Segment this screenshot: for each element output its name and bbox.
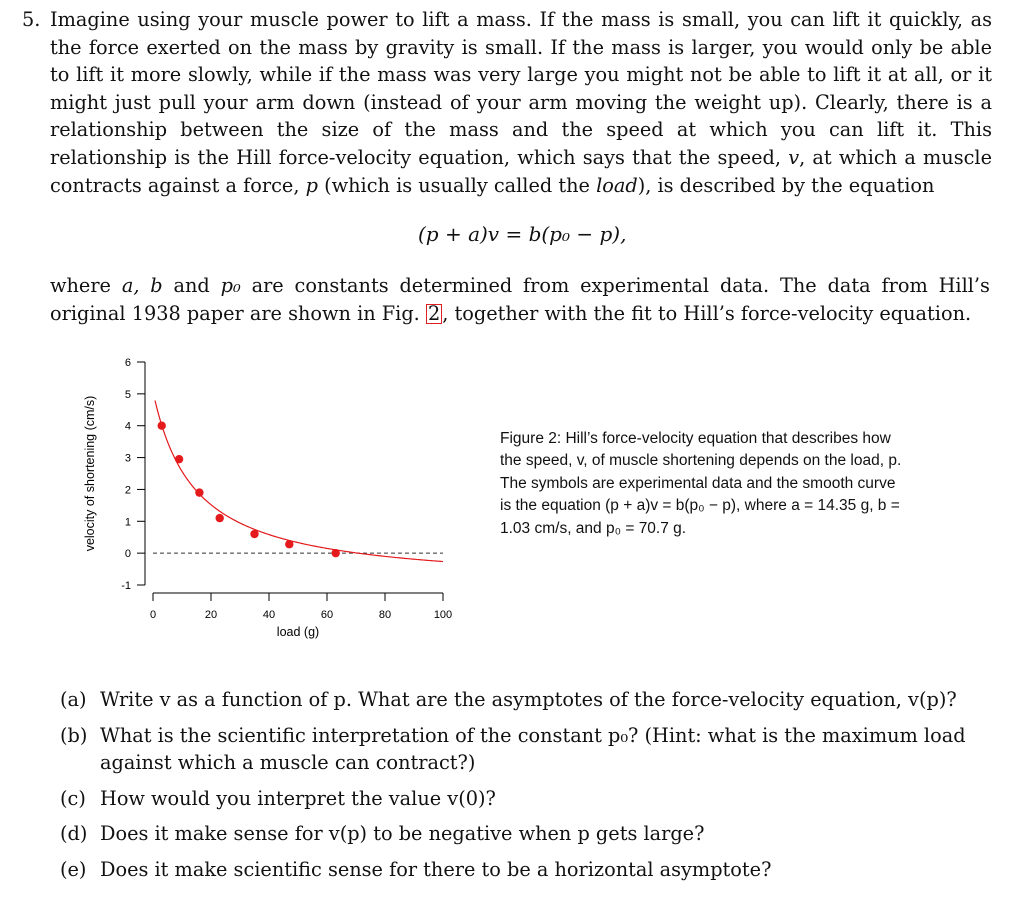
para2-vars: a, b: [121, 274, 163, 297]
data-point: [216, 514, 224, 522]
x-tick-label: 80: [378, 609, 392, 621]
chart-svg: [70, 345, 470, 655]
var-v: v: [788, 145, 800, 169]
para2-text-c: are constants determined from experimental data. The data from Hill’s original 1938 paper are shown in Fig.: [50, 274, 990, 325]
x-tick-label: 20: [204, 609, 218, 621]
question-label: (c): [60, 786, 86, 810]
data-point: [158, 422, 166, 430]
y-tick-label: 4: [124, 420, 131, 433]
question-text: Write v as a function of p. What are the asymptotes of the force-velocity equation, v(p)?: [100, 688, 957, 711]
para2-text-d: , together with the fit to Hill’s force-velocity equation.: [442, 301, 972, 325]
figure-ref-link[interactable]: 2: [427, 301, 441, 325]
y-axis-label: velocity of shortening (cm/s): [83, 395, 97, 552]
hill-equation: (p + a)v = b(p₀ − p),: [418, 222, 627, 246]
question-text: Does it make scientific sense for there to be a horizontal asymptote?: [100, 857, 772, 881]
question-d: [60, 820, 1000, 848]
data-point: [175, 455, 183, 463]
question-c: [60, 785, 1000, 813]
y-tick-label: 5: [124, 388, 131, 401]
y-tick-label: 2: [124, 484, 131, 497]
constants-paragraph: [50, 272, 990, 327]
question-label: (e): [60, 857, 87, 881]
question-a: [60, 686, 1000, 714]
question-text: What is the scientific interpretation of the constant p₀? (Hint: what is the maximum load against which a muscle can contract?): [100, 723, 966, 775]
data-point: [332, 549, 340, 557]
intro-text-3: (which is usually called the: [324, 173, 590, 197]
question-label: (d): [60, 822, 88, 846]
x-tick-label: 60: [320, 609, 334, 621]
intro-text-4: ), is described by the equation: [637, 173, 935, 197]
x-tick-label: 40: [262, 609, 276, 621]
y-tick-label: 6: [124, 357, 131, 369]
question-text: Does it make sense for v(p) to be negative when p gets large?: [100, 822, 705, 846]
var-p: p: [305, 173, 318, 197]
y-tick-label: 0: [124, 548, 131, 561]
para2-p0: p₀: [220, 274, 241, 297]
problem-5: [22, 6, 992, 199]
intro-text-2: , at which a muscle contracts against a force,: [50, 145, 992, 197]
data-point: [250, 530, 258, 538]
y-tick-label: -1: [121, 580, 131, 592]
load-word: load: [596, 173, 638, 197]
question-label: (b): [60, 723, 88, 747]
x-tick-label: 100: [433, 609, 453, 621]
problem-number: 5.: [22, 8, 41, 31]
questions-list: [60, 686, 1000, 892]
y-tick-label: 3: [124, 452, 131, 465]
data-point: [285, 540, 293, 548]
question-label: (a): [60, 688, 87, 711]
intro-text: Imagine using your muscle power to lift a mass. If the mass is small, you can lift it quickly, as the force exerted on the mass by gravity is small. If the mass is larger, you would only be able to lift it more slowly, while if the mass was very large you might not be able to lift it at all, or it might just pull your arm down (instead of your arm moving the weight up). Clearly, there is a relationship between the size of the mass and the speed at which you can lift it. This relationship is the Hill force-velocity equation, which says that the speed,: [50, 8, 992, 169]
x-axis-label: load (g): [276, 625, 320, 639]
x-tick-label: 0: [149, 609, 157, 621]
y-tick-label: 1: [124, 516, 131, 529]
para2-text-a: where: [50, 274, 111, 297]
problem-intro: [50, 6, 992, 199]
question-e: [60, 856, 1000, 884]
fit-curve-line: [155, 401, 443, 562]
force-velocity-chart: [70, 345, 470, 655]
question-text: How would you interpret the value v(0)?: [100, 786, 496, 810]
figure-caption: Figure 2: Hill’s force-velocity equation that describes how the speed, v, of muscle shortening depends on the load, p. The symbols are experimental data and the smooth curve is the equation (p + a)v = b(p₀ − p), where a = 14.35 g, b = 1.03 cm/s, and p₀ = 70.7 g.: [500, 430, 902, 537]
data-point: [195, 488, 203, 496]
question-b: [60, 722, 1000, 777]
para2-text-b: and: [173, 274, 210, 297]
